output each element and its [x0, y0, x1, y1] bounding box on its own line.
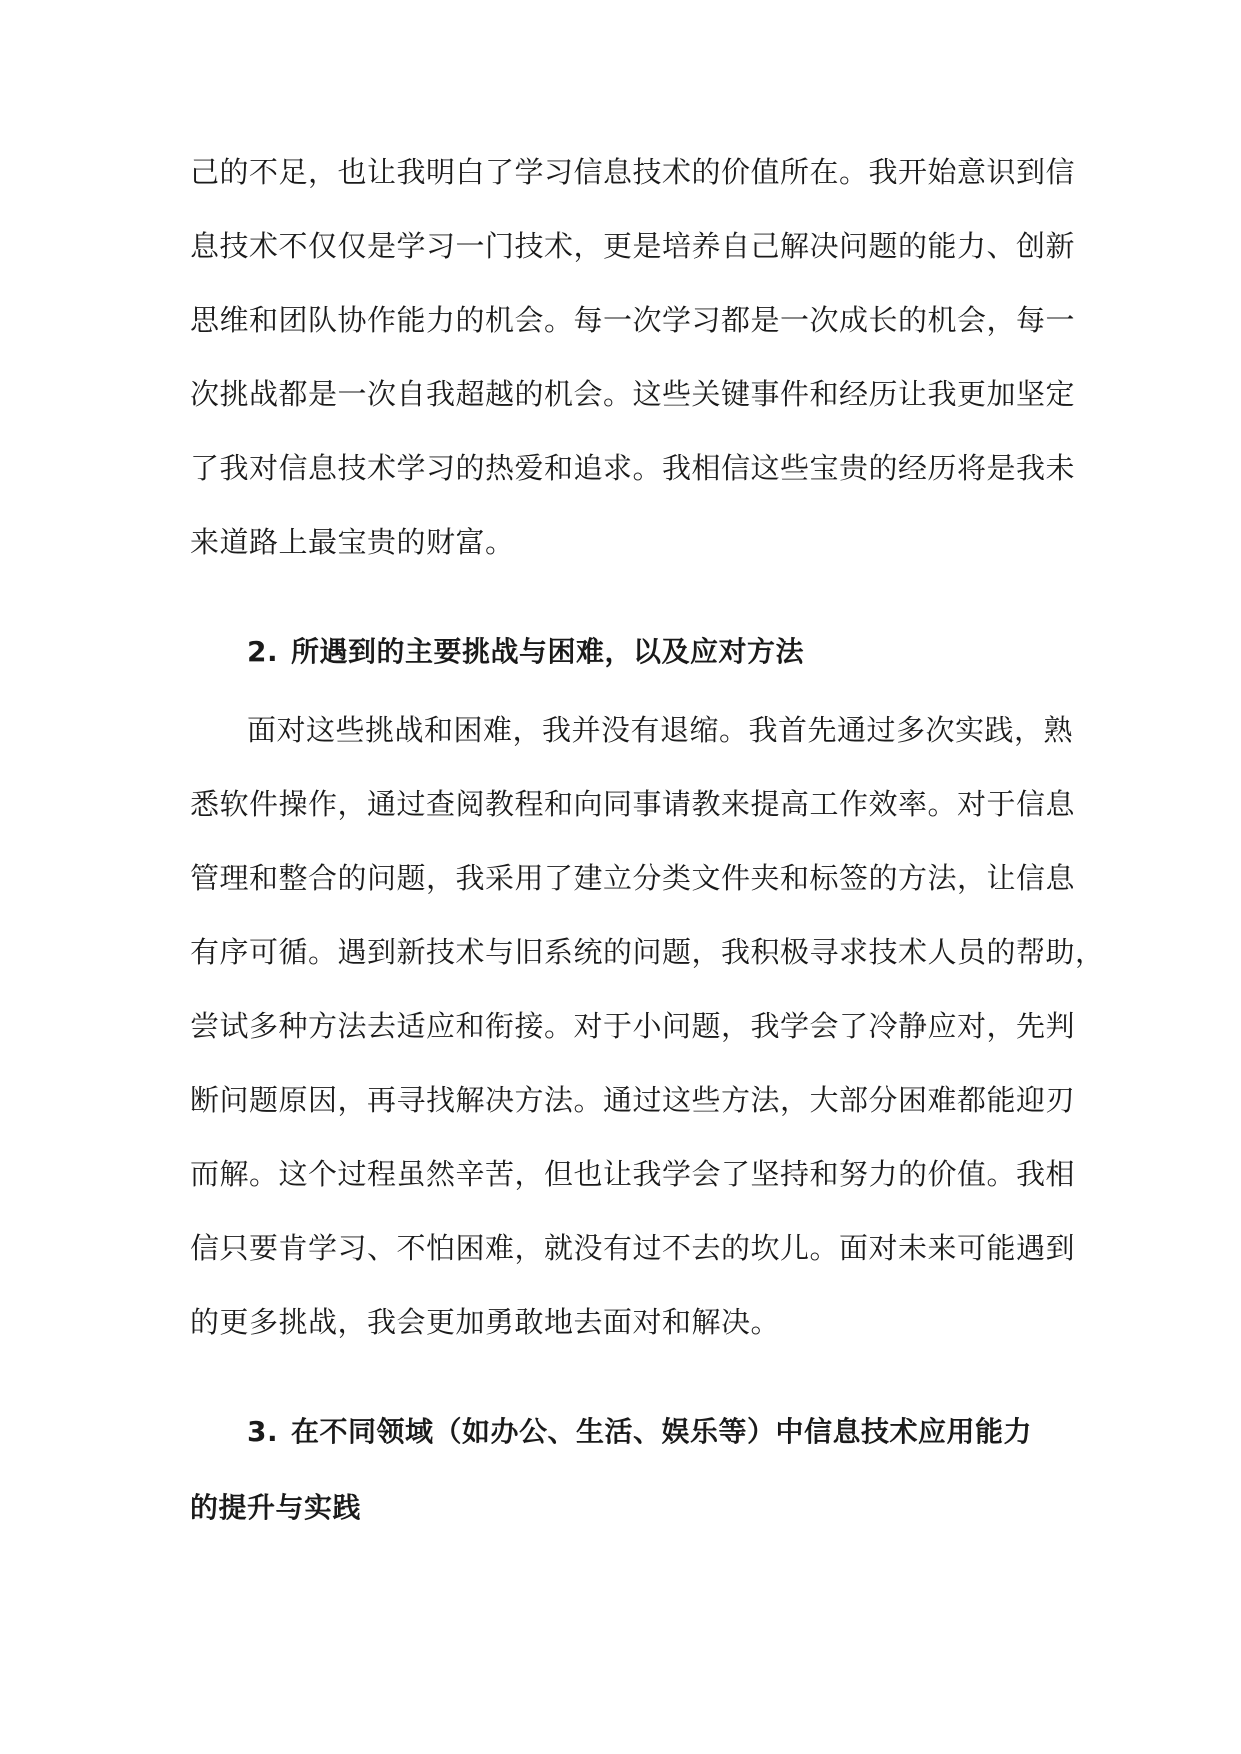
paragraph-line: 断问题原因，再寻找解决方法。通过这些方法，大部分困难都能迎刃 [190, 1083, 1076, 1117]
paragraph-line: 面对这些挑战和困难，我并没有退缩。我首先通过多次实践，熟 [247, 713, 1074, 747]
paragraph-line: 的更多挑战，我会更加勇敢地去面对和解决。 [190, 1305, 781, 1339]
paragraph-line: 息技术不仅仅是学习一门技术，更是培养自己解决问题的能力、创新 [190, 229, 1076, 263]
paragraph-line: 来道路上最宝贵的财富。 [190, 525, 515, 559]
section-number: 3. [247, 1415, 279, 1448]
section-heading [247, 632, 1052, 672]
section-number: 2. [247, 635, 279, 668]
paragraph-line: 尝试多种方法去适应和衔接。对于小问题，我学会了冷静应对，先判 [190, 1009, 1076, 1043]
paragraph-line: 了我对信息技术学习的热爱和追求。我相信这些宝贵的经历将是我未 [190, 451, 1076, 485]
paragraph-line: 己的不足，也让我明白了学习信息技术的价值所在。我开始意识到信 [190, 155, 1076, 189]
section-heading [247, 1412, 1052, 1452]
paragraph-line: 思维和团队协作能力的机会。每一次学习都是一次成长的机会，每一 [190, 303, 1076, 337]
paragraph-line: 次挑战都是一次自我超越的机会。这些关键事件和经历让我更加坚定 [190, 377, 1076, 411]
paragraph-line: 管理和整合的问题，我采用了建立分类文件夹和标签的方法，让信息 [190, 861, 1076, 895]
paragraph-line: 有序可循。遇到新技术与旧系统的问题，我积极寻求技术人员的帮助， [190, 935, 1105, 969]
section-heading-continuation: 的提升与实践 [190, 1491, 362, 1524]
paragraph-line: 而解。这个过程虽然辛苦，但也让我学会了坚持和努力的价值。我相 [190, 1157, 1076, 1191]
paragraph-line: 悉软件操作，通过查阅教程和向同事请教来提高工作效率。对于信息 [190, 787, 1076, 821]
section-title: 所遇到的主要挑战与困难，以及应对方法 [291, 635, 805, 668]
paragraph-line: 信只要肯学习、不怕困难，就没有过不去的坎儿。面对未来可能遇到 [190, 1231, 1076, 1265]
section-title: 在不同领域（如办公、生活、娱乐等）中信息技术应用能力 [291, 1415, 1033, 1448]
